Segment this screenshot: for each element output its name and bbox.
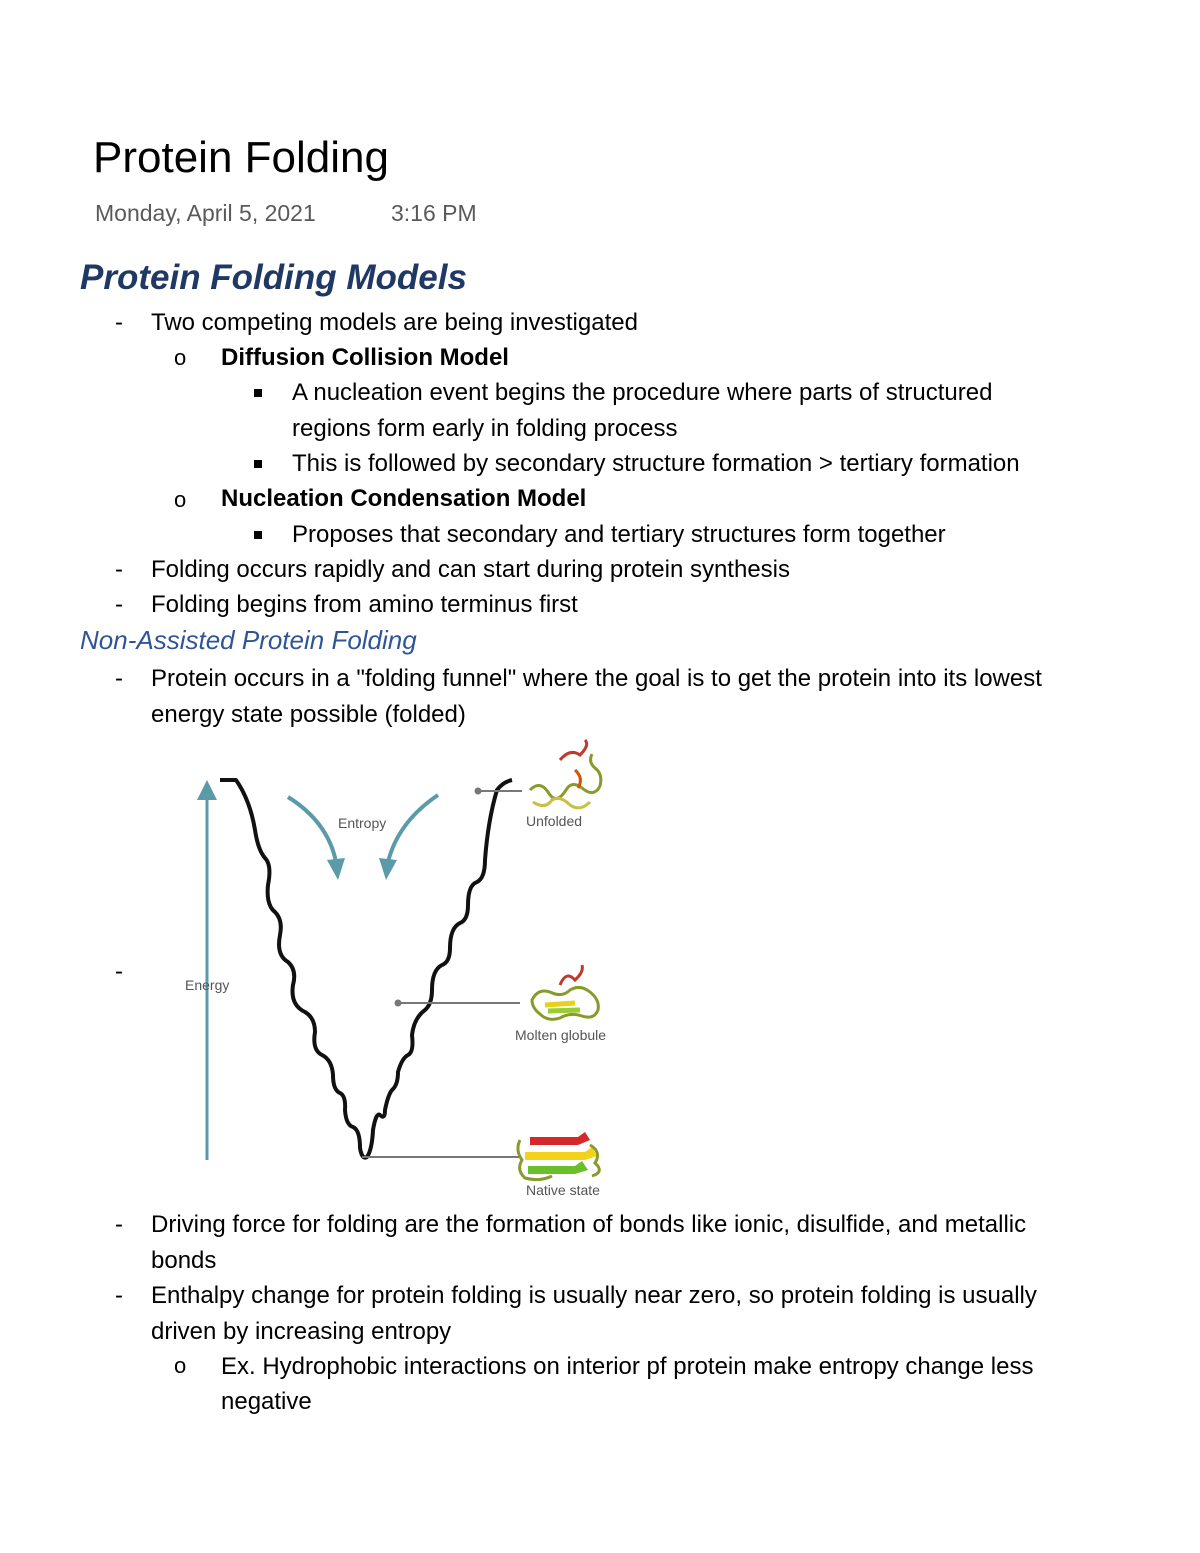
dash-bullet: - (115, 1211, 123, 1238)
bullet-text: Enthalpy change for protein folding is usually near zero, so protein folding is usually (151, 1282, 1037, 1309)
model-title-diffusion-collision: Diffusion Collision Model (221, 344, 509, 371)
bullet-text-continued: regions form early in folding process (292, 415, 678, 442)
circle-bullet: o (174, 1353, 187, 1378)
folding-funnel-figure (150, 735, 620, 1205)
bullet-text-continued: bonds (151, 1247, 217, 1274)
bullet-text: Ex. Hydrophobic interactions on interior pf protein make entropy change less (221, 1353, 1034, 1380)
dash-bullet: - (115, 1282, 123, 1309)
page-title: Protein Folding (93, 133, 389, 182)
bullet-text: Driving force for folding are the formation of bonds like ionic, disulfide, and metallic (151, 1211, 1027, 1238)
bullet-text: Folding occurs rapidly and can start during protein synthesis (151, 556, 790, 583)
bullet-text: Two competing models are being investigated (151, 309, 638, 336)
bullet-text: This is followed by secondary structure formation > tertiary formation (292, 450, 1020, 477)
molten-globule-label: Molten globule (515, 1027, 607, 1043)
section-heading-non-assisted: Non-Assisted Protein Folding (80, 625, 417, 655)
bullet-text: Protein occurs in a "folding funnel" where the goal is to get the protein into its lowest (151, 665, 1042, 692)
dash-bullet: - (115, 665, 123, 692)
circle-bullet: o (174, 487, 187, 512)
circle-bullet: o (174, 345, 187, 370)
entropy-label: Entropy (338, 815, 387, 831)
bullet-text-continued: driven by increasing entropy (151, 1318, 452, 1345)
bullet-text: Proposes that secondary and tertiary structures form together (292, 521, 946, 548)
dash-bullet: - (115, 309, 123, 336)
square-bullet (254, 460, 262, 468)
energy-label: Energy (185, 977, 230, 993)
square-bullet (254, 389, 262, 397)
dash-bullet: - (115, 591, 123, 618)
square-bullet (254, 531, 262, 539)
model-title-nucleation-condensation: Nucleation Condensation Model (221, 485, 587, 512)
bullet-text: Folding begins from amino terminus first (151, 591, 578, 618)
unfolded-label: Unfolded (526, 813, 583, 829)
dash-bullet: - (115, 958, 123, 985)
section-heading-folding-models: Protein Folding Models (80, 258, 467, 297)
dash-bullet: - (115, 556, 123, 583)
bullet-text: A nucleation event begins the procedure where parts of structured (292, 379, 993, 406)
page-time: 3:16 PM (391, 200, 477, 226)
page-date: Monday, April 5, 2021 (95, 200, 316, 226)
bullet-text-continued: energy state possible (folded) (151, 701, 466, 728)
native-state-label: Native state (526, 1182, 600, 1198)
bullet-text-continued: negative (221, 1388, 312, 1415)
